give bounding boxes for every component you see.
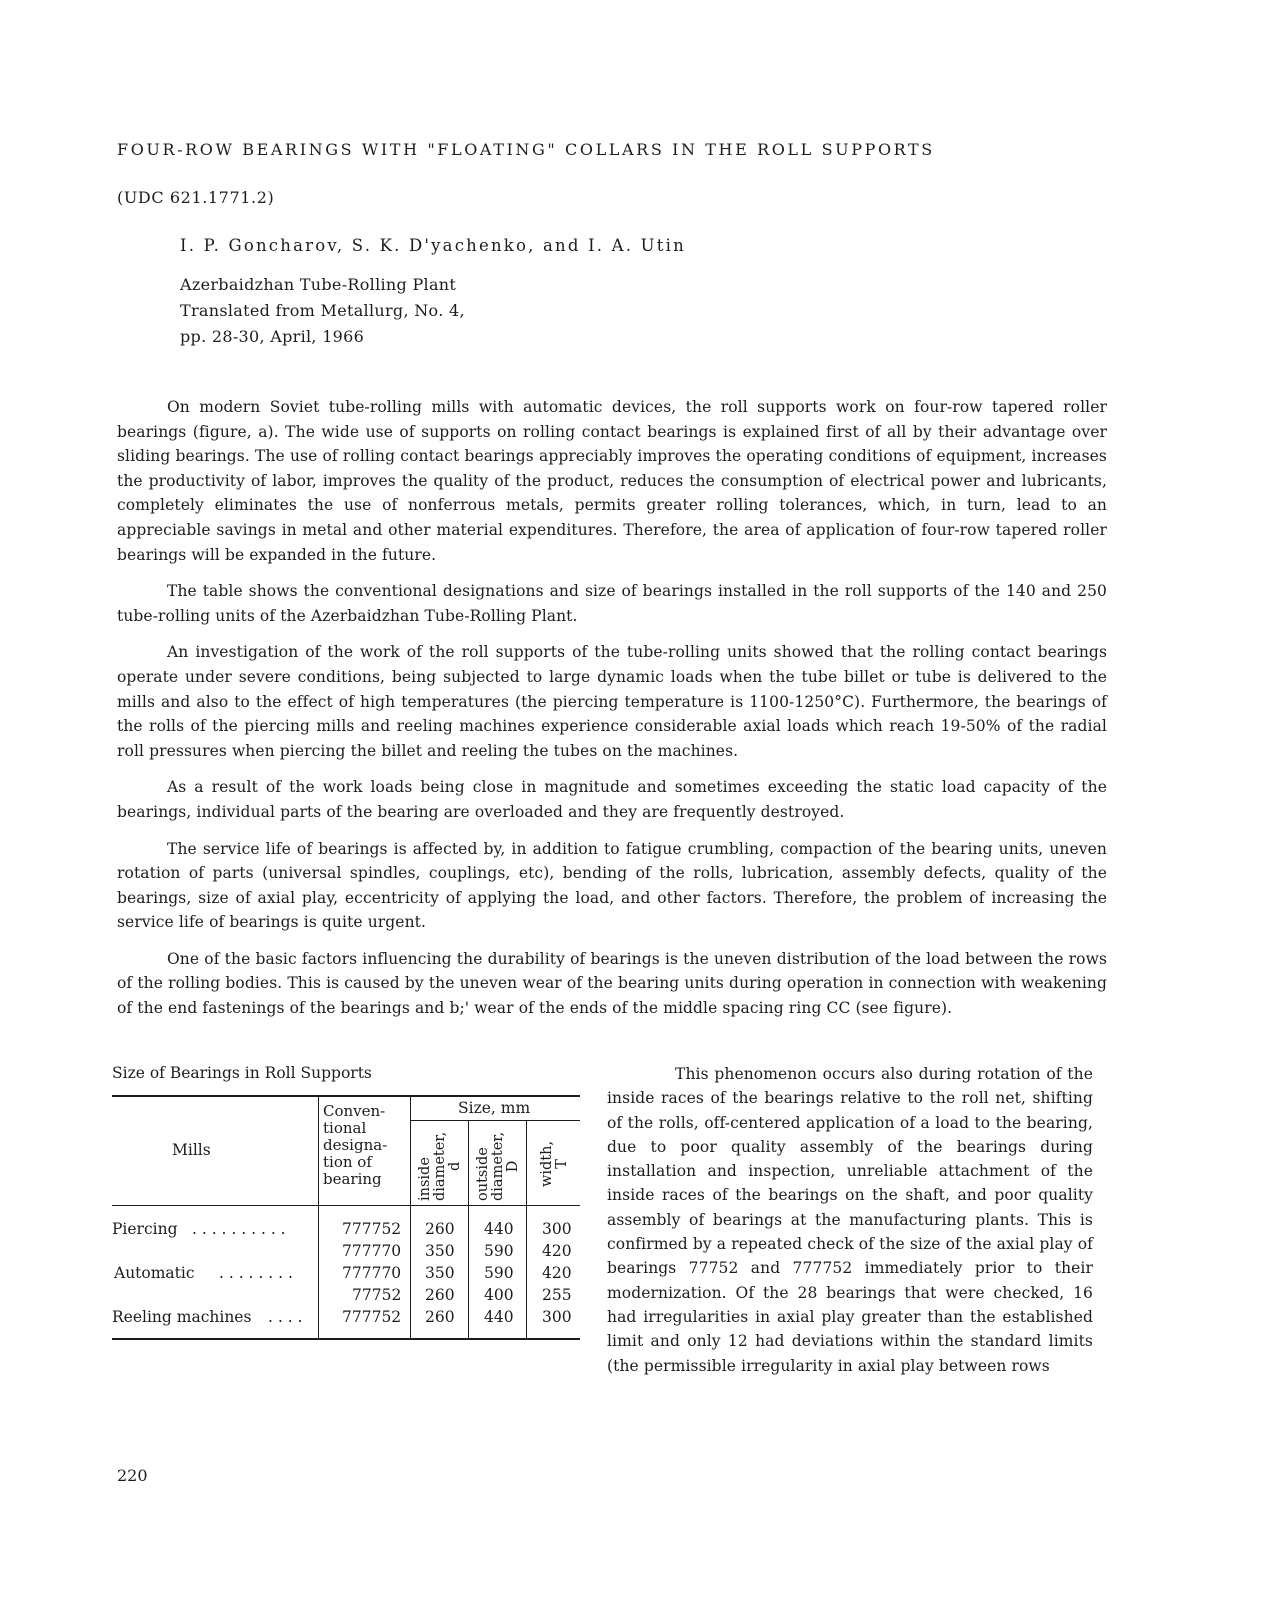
size-group-rule	[410, 1120, 580, 1121]
header-designation: Conven- tional designa- tion of bearing	[323, 1102, 388, 1188]
table-caption: Size of Bearings in Roll Supports	[112, 1064, 372, 1082]
affiliation-line: Azerbaidzhan Tube-Rolling Plant	[180, 275, 457, 294]
header-inside-diameter: inside diameter, d	[417, 1131, 463, 1201]
table-bottom-rule	[112, 1338, 580, 1340]
header-mills: Mills	[172, 1141, 211, 1159]
paragraph: As a result of the work loads being close in magnitude and sometimes exceeding the static load capacity of the bearings, individual parts of the bearing are overloaded and they are frequently destroyed.	[117, 778, 1107, 821]
right-column	[607, 1062, 1093, 1378]
header-width: width, T	[539, 1140, 570, 1187]
affiliation-line: Translated from Metallurg, No. 4,	[180, 301, 465, 320]
page-number: 220	[117, 1466, 148, 1485]
article-title: FOUR-ROW BEARINGS WITH "FLOATING" COLLARS IN THE ROLL SUPPORTS	[117, 140, 935, 159]
paragraph: One of the basic factors influencing the durability of bearings is the uneven distribution of the load between the rows of the rolling bodies. This is caused by the uneven wear of the bearing units during operation in connection with weakening of the end fastenings of the bearings and b;' wear of the ends of the middle spacing ring CC (see figure).	[117, 949, 1107, 1018]
paragraph: An investigation of the work of the roll supports of the tube-rolling units showed that the rolling contact bearings operate under severe conditions, being subjected to large dynamic loads when the tube billet or tube is delivered to the mills and also to the effect of high temperatures (the piercing temperature is 1100-1250°C). Furthermore, the bearings of the rolls of the piercing mills and reeling machines experience considerable axial loads which reach 19-50% of the radial roll pressures when piercing the billet and reeling the tubes on the machines.	[117, 643, 1107, 760]
bearing-size-table: Mills Conven- tional designa- tion of bearing Size, mm inside diameter, d outside diameter, D width, T Piercing . . . . . . . . . . 777752 260 440 300 777770 350 590 420 Automatic . . . . . . . . 777770 350 590 420 77752 260 400 255 Reeling machines . . . . 777752 260 440 300	[112, 1095, 580, 1340]
header-outside-diameter: outside diameter, D	[475, 1131, 521, 1201]
udc-code: (UDC 621.1771.2)	[117, 188, 275, 207]
column-divider	[526, 1121, 527, 1338]
paragraph: The table shows the conventional designations and size of bearings installed in the roll supports of the 140 and 250 tube-rolling units of the Azerbaidzhan Tube-Rolling Plant.	[117, 582, 1107, 625]
affiliation	[180, 272, 465, 350]
article-body	[117, 395, 1107, 1033]
paragraph: The service life of bearings is affected by, in addition to fatigue crumbling, compaction of the bearing units, uneven rotation of parts (universal spindles, couplings, etc), bending of the rolls, lubrication, assembly defects, quality of the bearings, size of axial play, eccentricity of applying the load, and other factors. Therefore, the problem of increasing the service life of bearings is quite urgent.	[117, 839, 1107, 932]
paragraph: This phenomenon occurs also during rotation of the inside races of the bearings relative to the roll net, shifting of the rolls, off-centered application of a load to the bearing, due to poor quality assembly of the bearings during installation and inspection, unreliable attachment of the inside races of the bearings on the shaft, and poor quality assembly of bearings at the manufacturing plants. This is confirmed by a repeated check of the size of the axial play of bearings 77752 and 777752 immediately prior to their modernization. Of the 28 bearings that were checked, 16 had irregularities in axial play greater than the established limit and only 12 had deviations within the standard limits (the permissible irregularity in axial play between rows	[607, 1065, 1093, 1375]
table-header-rule	[112, 1205, 580, 1206]
header-size-group: Size, mm	[458, 1099, 531, 1117]
paragraph: On modern Soviet tube-rolling mills with automatic devices, the roll supports work on four-row tapered roller bearings (figure, a). The wide use of supports on rolling contact bearings is explained first of all by their advantage over sliding bearings. The use of rolling contact bearings appreciably improves the operating conditions of equipment, increases the productivity of labor, improves the quality of the product, reduces the consumption of electrical power and lubricants, completely eliminates the use of nonferrous metals, permits greater rolling tolerances, which, in turn, lead to an appreciable savings in metal and other material expenditures. Therefore, the area of application of four-row tapered roller bearings will be expanded in the future.	[117, 398, 1107, 564]
column-divider	[468, 1121, 469, 1338]
column-divider	[410, 1097, 411, 1338]
column-divider	[318, 1097, 319, 1338]
table-top-rule	[112, 1095, 580, 1097]
affiliation-line: pp. 28-30, April, 1966	[180, 327, 365, 346]
authors: I. P. Goncharov, S. K. D'yachenko, and I. A. Utin	[180, 236, 686, 255]
